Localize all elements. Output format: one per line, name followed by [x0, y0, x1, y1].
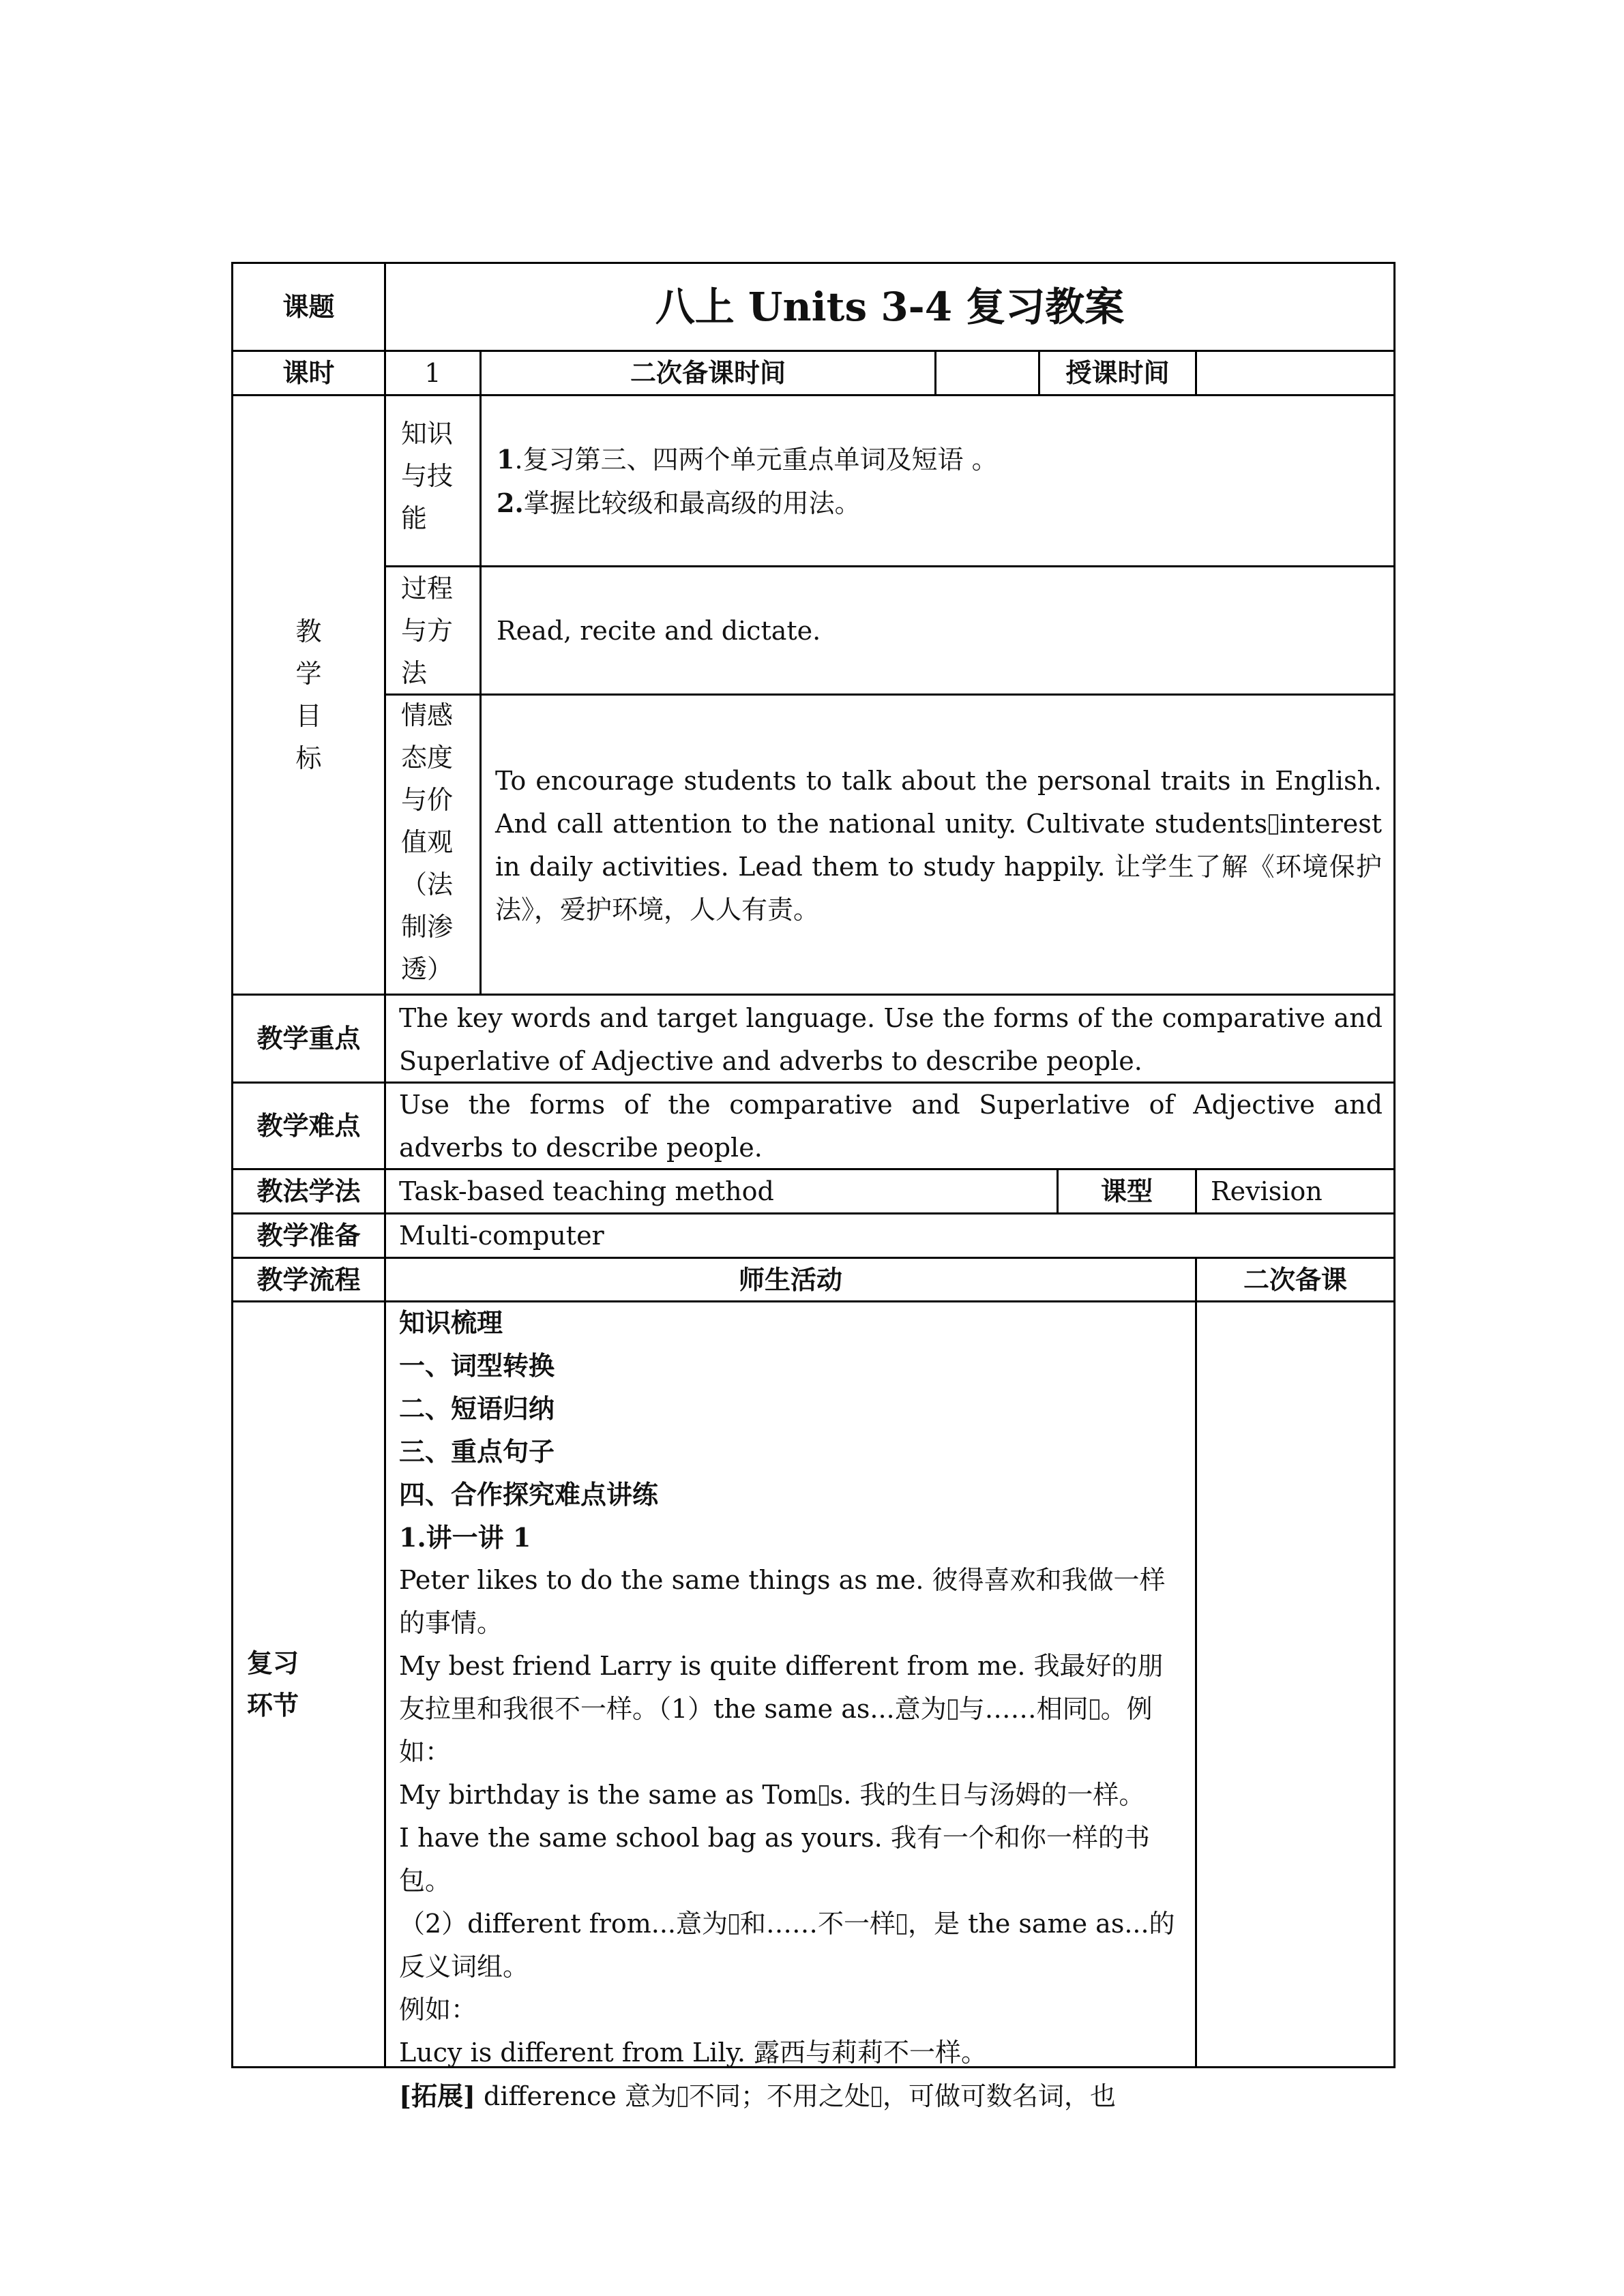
- text-run: 与……相同: [958, 1694, 1089, 1724]
- knowledge-label-line: 能: [401, 503, 428, 533]
- knowledge-label-line: 与技: [401, 461, 454, 491]
- example-paragraph: [399, 1774, 1187, 1817]
- rule: [479, 350, 482, 994]
- key-points-label: 教学重点: [256, 1023, 361, 1054]
- example-paragraph: [399, 1645, 1187, 1774]
- objectives-label-char: 教: [295, 616, 322, 646]
- section-heading: 知识梳理: [399, 1307, 503, 1338]
- difficulties-label: 教学难点: [256, 1110, 361, 1141]
- emotion-text: interest in daily activities. Lead them to study happily. 让学生了解《环境保护法》，爱护环境，人人有责。: [495, 809, 1382, 925]
- flow-label: 教学流程: [256, 1264, 361, 1295]
- period-value: 1: [424, 358, 441, 388]
- text-run: My best friend Larry is quite different from me. 我最好的朋友拉里和我很不一样。（1）the same as...意为: [399, 1651, 1164, 1724]
- second-prep-time-value[interactable]: [936, 352, 1038, 394]
- emotion-label-line: 与价: [401, 785, 454, 815]
- emotion-label: [386, 694, 479, 994]
- difficulties-content: Use the forms of the comparative and Superlative of Adjective and adverbs to describe people.: [399, 1090, 1383, 1163]
- method-value: Task-based teaching method: [399, 1176, 774, 1206]
- rule: [1195, 1168, 1197, 1212]
- example-paragraph: I have the same school bag as yours. 我有一个和你一样的书包。: [399, 1823, 1150, 1896]
- example-paragraph: 例如：: [399, 1995, 477, 2025]
- method-label: 教法学法: [256, 1176, 361, 1206]
- example-paragraph: Peter likes to do the same things as me. 彼得喜欢和我做一样的事情。: [399, 1565, 1166, 1638]
- text-run: My birthday is the same as Tom: [399, 1780, 818, 1810]
- text-run: 。例如：: [399, 1694, 1153, 1767]
- emotion-label-line: 制渗: [401, 912, 454, 942]
- knowledge-item: [497, 481, 1383, 525]
- review-content: [399, 1301, 1187, 2118]
- process-label-line: 与方: [401, 616, 454, 646]
- example-paragraph: [399, 1903, 1187, 1988]
- missing-glyph: [1269, 814, 1278, 835]
- second-prep-time-label: 二次备课时间: [630, 357, 786, 388]
- item-text: 掌握比较级和最高级的用法。: [523, 488, 861, 518]
- knowledge-label-line: 知识: [401, 419, 454, 449]
- missing-glyph: [729, 1914, 739, 1935]
- text-run: ，是 the same as...的反义词组。: [399, 1909, 1175, 1982]
- section-heading: 三、重点句子: [399, 1436, 555, 1467]
- knowledge-label: [386, 413, 479, 556]
- rule: [1393, 262, 1396, 2068]
- second-prep-cell[interactable]: [1197, 1302, 1393, 2066]
- text-run: ，可做可数名词，也: [883, 2081, 1117, 2111]
- rule: [231, 394, 1396, 396]
- activities-label: 师生活动: [738, 1264, 842, 1295]
- prep-label: 教学准备: [256, 1220, 361, 1251]
- lesson-type-value: Revision: [1211, 1176, 1323, 1206]
- second-prep-label: 二次备课: [1243, 1264, 1347, 1295]
- section-heading: 四、合作探究难点讲练: [399, 1479, 659, 1510]
- review-label-line: 环节: [247, 1690, 299, 1720]
- text-run: 不同；不用之处: [689, 2081, 871, 2111]
- text-run: s. 我的生日与汤姆的一样。: [829, 1780, 1145, 1810]
- lecture-time-label: 授课时间: [1065, 357, 1170, 388]
- objectives-label-char: 标: [295, 743, 322, 773]
- process-label: [386, 567, 479, 694]
- section-heading: 二、短语归纳: [399, 1393, 555, 1424]
- knowledge-content: [497, 438, 1383, 525]
- item-text: .复习第三、四两个单元重点单词及短语 。: [514, 445, 998, 475]
- process-label-line: 过程: [401, 573, 454, 603]
- page-title: 八上 Units 3-4 复习教案: [655, 284, 1125, 330]
- text-run: 和……不一样: [740, 1909, 896, 1939]
- emotion-label-line: 透）: [401, 954, 454, 984]
- rule: [384, 694, 1396, 696]
- section-heading: 1.讲一讲 1: [399, 1522, 531, 1553]
- prep-value: Multi-computer: [399, 1221, 604, 1251]
- section-heading: 一、词型转换: [399, 1350, 555, 1381]
- process-content: Read, recite and dictate.: [497, 615, 821, 646]
- lesson-type-label: 课型: [1100, 1176, 1153, 1206]
- process-label-line: 法: [401, 658, 428, 688]
- text-run: difference 意为: [475, 2081, 677, 2111]
- key-points-content: The key words and target language. Use the forms of the comparative and Superlative of Adjective and adverbs to describe people.: [399, 1003, 1383, 1076]
- example-paragraph: [399, 2074, 1187, 2118]
- objectives-label-char: 学: [295, 659, 322, 689]
- missing-glyph: [678, 2087, 688, 2107]
- emotion-text: To encourage students to talk about the personal traits in English. And call attention to the national unity. Cultivate students: [495, 766, 1382, 839]
- emotion-content: [495, 760, 1382, 931]
- emotion-label-line: （法: [401, 869, 454, 899]
- item-number: 2.: [497, 488, 524, 518]
- objectives-label: [233, 396, 384, 994]
- missing-glyph: [897, 1914, 906, 1935]
- text-run: （2）different from...意为: [399, 1909, 728, 1939]
- topic-label: 课题: [282, 291, 335, 322]
- missing-glyph: [819, 1785, 829, 1806]
- missing-glyph: [1090, 1699, 1099, 1720]
- objectives-label-char: 目: [295, 701, 322, 731]
- missing-glyph: [948, 1699, 958, 1720]
- extension-tag: [拓展]: [399, 2081, 475, 2111]
- knowledge-item: [497, 438, 1383, 481]
- review-label-line: 复习: [247, 1648, 299, 1678]
- lecture-time-value[interactable]: [1197, 352, 1393, 394]
- emotion-label-line: 值观: [401, 827, 454, 857]
- rule: [231, 994, 1396, 996]
- missing-glyph: [872, 2087, 881, 2107]
- item-number: 1: [497, 444, 515, 475]
- review-label: [247, 1642, 377, 1731]
- emotion-label-line: 态度: [401, 743, 454, 773]
- example-paragraph: Lucy is different from Lily. 露西与莉莉不一样。: [399, 2038, 988, 2068]
- emotion-label-line: 情感: [401, 700, 454, 730]
- period-label: 课时: [282, 357, 335, 388]
